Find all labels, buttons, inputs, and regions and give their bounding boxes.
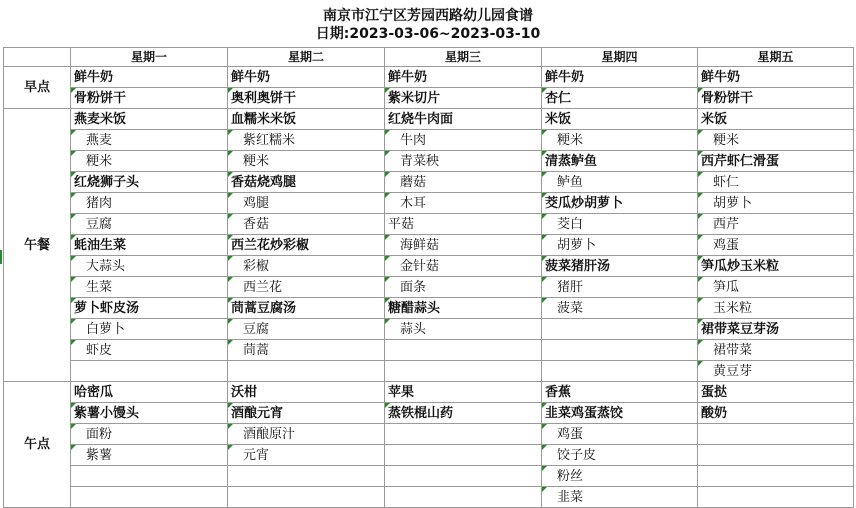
ingredient: 猪肉	[71, 193, 228, 214]
empty-cell	[71, 361, 228, 382]
ingredient: 鸡蛋	[542, 424, 698, 445]
snack-row	[4, 445, 854, 466]
ingredient: 西兰花	[228, 277, 385, 298]
ingredient: 酒酿原汁	[228, 424, 385, 445]
empty-cell	[542, 340, 698, 361]
snack-row	[4, 466, 854, 487]
dish-name: 骨粉饼干	[71, 88, 228, 109]
ingredient: 面条	[385, 277, 542, 298]
lunch-label: 午餐	[4, 109, 71, 382]
lunch-row	[4, 214, 854, 235]
lunch-row	[4, 109, 854, 130]
dish-name: 清蒸鲈鱼	[542, 151, 698, 172]
date-range: 日期:2023-03-06~2023-03-10	[315, 26, 541, 42]
dish-name: 鲜牛奶	[228, 67, 385, 88]
ingredient: 面粉	[71, 424, 228, 445]
dish-name: 米饭	[542, 109, 698, 130]
snack-row	[4, 403, 854, 424]
empty-cell	[228, 466, 385, 487]
lunch-row	[4, 340, 854, 361]
ingredient: 粳米	[542, 130, 698, 151]
menu-table	[3, 47, 854, 508]
dish-name: 紫米切片	[385, 88, 542, 109]
empty-cell	[385, 340, 542, 361]
ingredient: 胡萝卜	[698, 193, 854, 214]
ingredient: 豆腐	[71, 214, 228, 235]
dish-name: 紫薯小馒头	[71, 403, 228, 424]
ingredient: 元宵	[228, 445, 385, 466]
ingredient: 燕麦	[71, 130, 228, 151]
breakfast-row	[4, 67, 854, 88]
breakfast-label: 早点	[4, 67, 71, 109]
empty-cell	[385, 487, 542, 508]
ingredient: 胡萝卜	[542, 235, 698, 256]
row-marker	[0, 250, 2, 264]
ingredient: 鲈鱼	[542, 172, 698, 193]
empty-cell	[71, 466, 228, 487]
empty-cell	[228, 487, 385, 508]
dish-name: 哈密瓜	[71, 382, 228, 403]
ingredient: 虾皮	[71, 340, 228, 361]
breakfast-row	[4, 88, 854, 109]
dish-name: 奥利奥饼干	[228, 88, 385, 109]
dish-name: 红烧牛肉面	[385, 109, 542, 130]
empty-cell	[385, 466, 542, 487]
dish-name: 蚝油生菜	[71, 235, 228, 256]
snack-label: 午点	[4, 382, 71, 508]
ingredient: 菠菜	[542, 298, 698, 319]
ingredient: 木耳	[385, 193, 542, 214]
page-title: 南京市江宁区芳园西路幼儿园食谱	[323, 8, 533, 24]
empty-cell	[71, 487, 228, 508]
ingredient: 青菜秧	[385, 151, 542, 172]
ingredient: 生菜	[71, 277, 228, 298]
ingredient: 大蒜头	[71, 256, 228, 277]
ingredient: 白萝卜	[71, 319, 228, 340]
dish-name: 萝卜虾皮汤	[71, 298, 228, 319]
dish-name: 菠菜猪肝汤	[542, 256, 698, 277]
dish-name: 血糯米米饭	[228, 109, 385, 130]
dish-name: 鲜牛奶	[71, 67, 228, 88]
lunch-row	[4, 130, 854, 151]
ingredient: 猪肝	[542, 277, 698, 298]
header-wednesday: 星期三	[385, 48, 542, 67]
lunch-row	[4, 235, 854, 256]
dish-name: 茭瓜炒胡萝卜	[542, 193, 698, 214]
dish-name: 苹果	[385, 382, 542, 403]
dish-name: 燕麦米饭	[71, 109, 228, 130]
lunch-row	[4, 361, 854, 382]
dish-name: 韭菜鸡蛋蒸饺	[542, 403, 698, 424]
dish-name: 西芹虾仁滑蛋	[698, 151, 854, 172]
ingredient: 裙带菜	[698, 340, 854, 361]
empty-cell	[698, 424, 854, 445]
dish-name: 酒酿元宵	[228, 403, 385, 424]
dish-name: 蛋挞	[698, 382, 854, 403]
lunch-row	[4, 256, 854, 277]
dish-name: 笋瓜炒玉米粒	[698, 256, 854, 277]
ingredient: 平菇	[385, 214, 542, 235]
ingredient: 茼蒿	[228, 340, 385, 361]
empty-cell	[698, 466, 854, 487]
dish-name: 鲜牛奶	[698, 67, 854, 88]
dish-name: 蒸铁棍山药	[385, 403, 542, 424]
lunch-row	[4, 298, 854, 319]
dish-name: 香菇烧鸡腿	[228, 172, 385, 193]
empty-cell	[385, 445, 542, 466]
snack-row	[4, 487, 854, 508]
ingredient: 粳米	[698, 130, 854, 151]
ingredient: 粳米	[228, 151, 385, 172]
header-tuesday: 星期二	[228, 48, 385, 67]
dish-name: 沃柑	[228, 382, 385, 403]
menu-body	[4, 67, 854, 508]
header-corner	[4, 48, 71, 67]
empty-cell	[698, 445, 854, 466]
snack-row	[4, 382, 854, 403]
header-monday: 星期一	[71, 48, 228, 67]
ingredient: 鸡蛋	[698, 235, 854, 256]
dish-name: 米饭	[698, 109, 854, 130]
dish-name: 鲜牛奶	[542, 67, 698, 88]
empty-cell	[542, 319, 698, 340]
dish-name: 裙带菜豆芽汤	[698, 319, 854, 340]
ingredient: 韭菜	[542, 487, 698, 508]
dish-name: 茼蒿豆腐汤	[228, 298, 385, 319]
ingredient: 彩椒	[228, 256, 385, 277]
lunch-row	[4, 151, 854, 172]
ingredient: 西芹	[698, 214, 854, 235]
empty-cell	[542, 361, 698, 382]
ingredient: 黄豆芽	[698, 361, 854, 382]
ingredient: 豆腐	[228, 319, 385, 340]
ingredient: 牛肉	[385, 130, 542, 151]
dish-name: 糖醋蒜头	[385, 298, 542, 319]
ingredient: 虾仁	[698, 172, 854, 193]
dish-name: 香蕉	[542, 382, 698, 403]
dish-name: 酸奶	[698, 403, 854, 424]
ingredient: 鸡腿	[228, 193, 385, 214]
ingredient: 蘑菇	[385, 172, 542, 193]
ingredient: 蒜头	[385, 319, 542, 340]
dish-name: 杏仁	[542, 88, 698, 109]
header-thursday: 星期四	[542, 48, 698, 67]
snack-row	[4, 424, 854, 445]
empty-cell	[385, 424, 542, 445]
ingredient: 笋瓜	[698, 277, 854, 298]
dish-name: 红烧狮子头	[71, 172, 228, 193]
lunch-row	[4, 172, 854, 193]
ingredient: 金针菇	[385, 256, 542, 277]
ingredient: 玉米粒	[698, 298, 854, 319]
dish-name: 鲜牛奶	[385, 67, 542, 88]
ingredient: 紫红糯米	[228, 130, 385, 151]
ingredient: 海鲜菇	[385, 235, 542, 256]
header-row	[4, 48, 854, 67]
empty-cell	[228, 361, 385, 382]
dish-name: 西兰花炒彩椒	[228, 235, 385, 256]
empty-cell	[698, 487, 854, 508]
ingredient: 茭白	[542, 214, 698, 235]
lunch-row	[4, 277, 854, 298]
ingredient: 紫薯	[71, 445, 228, 466]
dish-name: 骨粉饼干	[698, 88, 854, 109]
ingredient: 粳米	[71, 151, 228, 172]
lunch-row	[4, 319, 854, 340]
ingredient: 粉丝	[542, 466, 698, 487]
lunch-row	[4, 193, 854, 214]
header-friday: 星期五	[698, 48, 854, 67]
ingredient: 香菇	[228, 214, 385, 235]
empty-cell	[385, 361, 542, 382]
ingredient: 饺子皮	[542, 445, 698, 466]
